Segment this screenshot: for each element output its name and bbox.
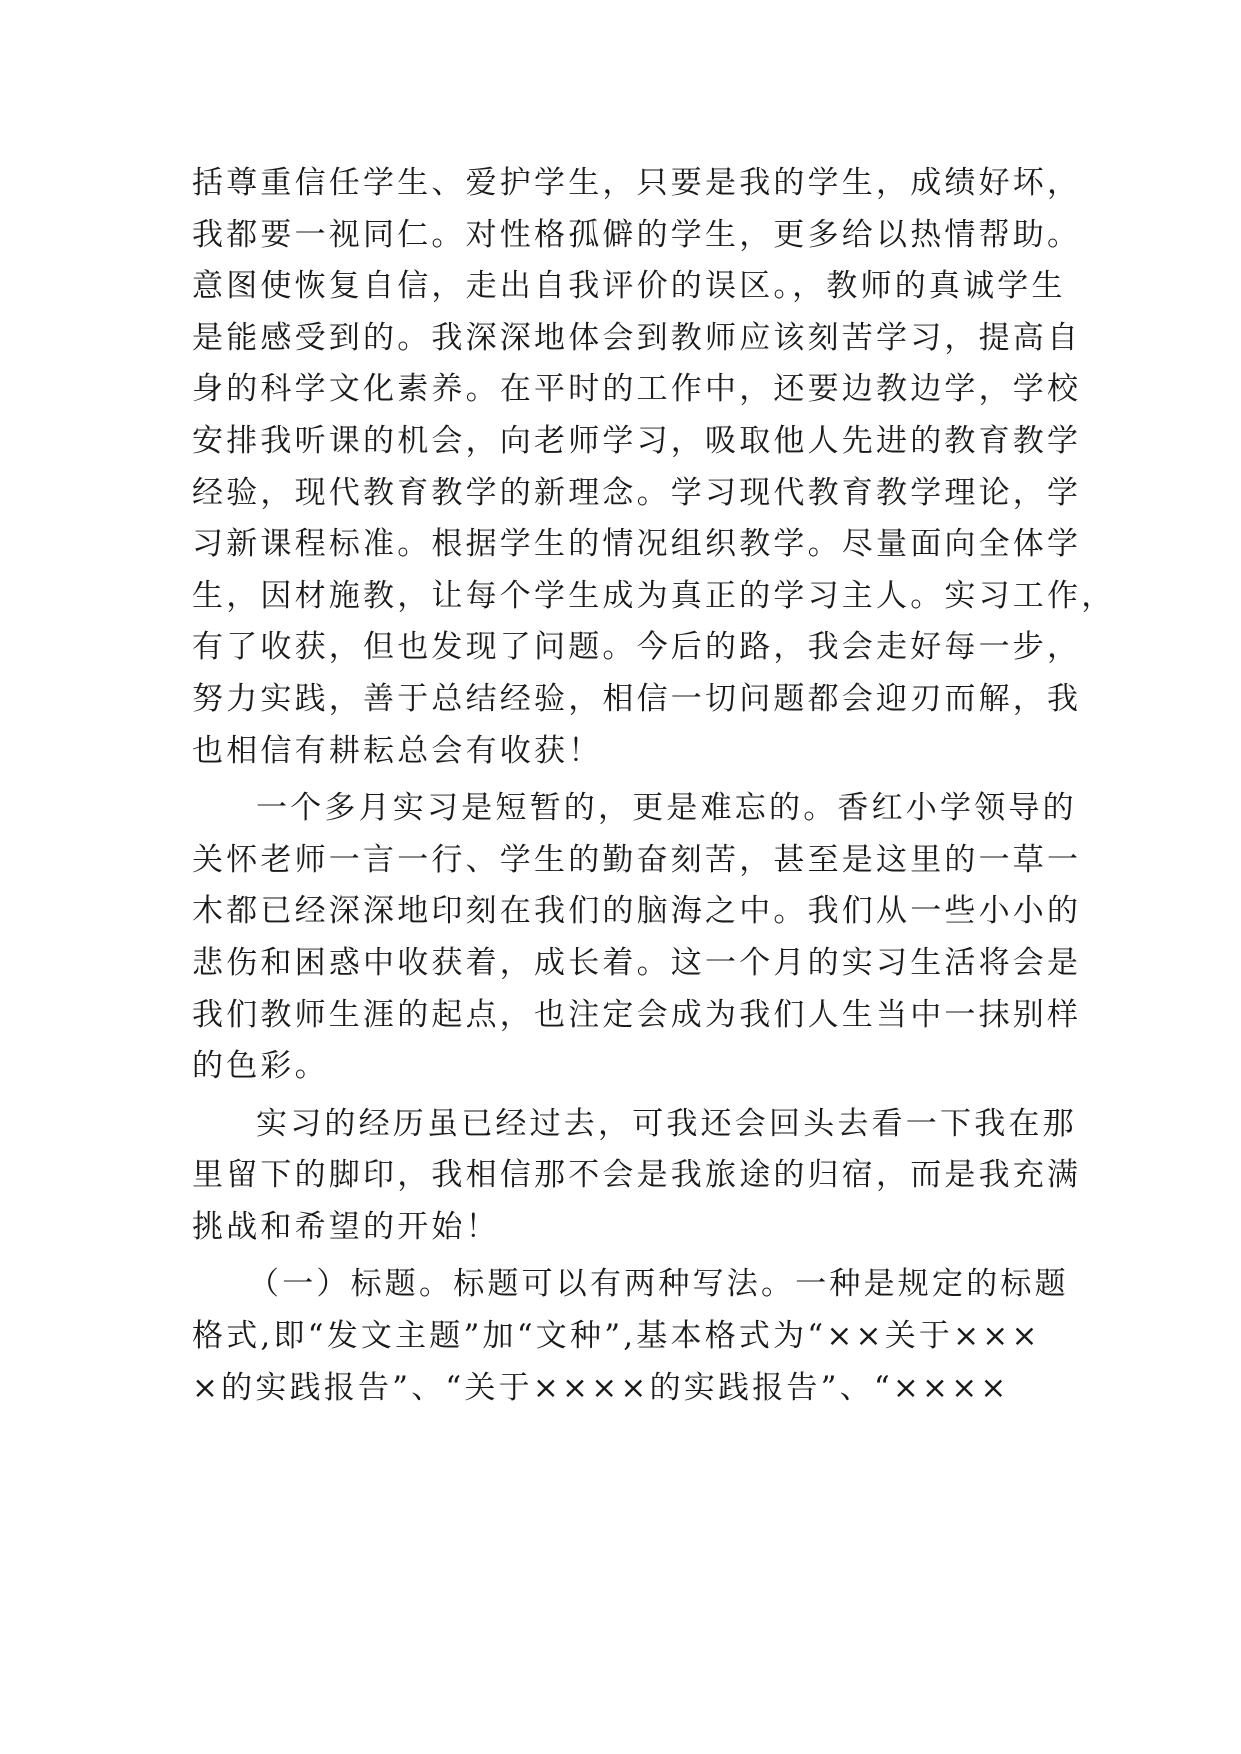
text-line: 格式,即“发文主题”加“文种”,基本格式为“××关于××× bbox=[192, 1318, 1041, 1355]
text-line: 我们教师生涯的起点，也注定会成为我们人生当中一抹别样 bbox=[192, 996, 1082, 1033]
text-line: 意图使恢复自信，走出自我评价的误区。，教师的真诚学生 bbox=[192, 268, 1066, 305]
text-line: 里留下的脚印，我相信那不会是我旅途的归宿，而是我充满 bbox=[192, 1157, 1082, 1194]
text-line: 实习的经历虽已经过去，可我还会回头去看一下我在那 bbox=[256, 1105, 1077, 1142]
text-line: 安排我听课的机会，向老师学习，吸取他人先进的教育教学 bbox=[192, 422, 1082, 459]
text-line: 悲伤和困惑中收获着，成长着。这一个月的实习生活将会是 bbox=[192, 944, 1082, 981]
paragraph-2 bbox=[192, 783, 1092, 1093]
document-body bbox=[192, 158, 1116, 1414]
text-line: 身的科学文化素养。在平时的工作中，还要边教边学，学校 bbox=[192, 371, 1082, 408]
paragraph-3 bbox=[192, 1099, 1092, 1254]
text-line: 经验，现代教育教学的新理念。学习现代教育教学理论，学 bbox=[192, 474, 1082, 511]
text-line: 有了收获，但也发现了问题。今后的路，我会走好每一步， bbox=[192, 629, 1082, 666]
text-line: 也相信有耕耘总会有收获！ bbox=[192, 732, 603, 769]
text-line: 挑战和希望的开始！ bbox=[192, 1208, 500, 1245]
text-line: 的色彩。 bbox=[192, 1048, 329, 1085]
text-line: ×的实践报告”、“关于××××的实践报告”、“×××× bbox=[192, 1369, 1010, 1406]
text-line: 关怀老师一言一行、学生的勤奋刻苦，甚至是这里的一草一 bbox=[192, 841, 1082, 878]
text-line: 习新课程标准。根据学生的情况组织教学。尽量面向全体学 bbox=[192, 526, 1082, 563]
text-line: 括尊重信任学生、爱护学生，只要是我的学生，成绩好坏， bbox=[192, 165, 1082, 201]
text-line: （一）标题。标题可以有两种写法。一种是规定的标题 bbox=[248, 1266, 1069, 1303]
text-line: 木都已经深深地印刻在我们的脑海之中。我们从一些小小的 bbox=[192, 893, 1082, 930]
text-line: 努力实践，善于总结经验，相信一切问题都会迎刃而解，我 bbox=[192, 680, 1082, 717]
text-line: 生，因材施教，让每个学生成为真正的学习主人。实习工作， bbox=[192, 577, 1116, 614]
text-line: 一个多月实习是短暂的，更是难忘的。香红小学领导的 bbox=[256, 790, 1077, 827]
text-line: 是能感受到的。我深深地体会到教师应该刻苦学习，提高自 bbox=[192, 319, 1082, 356]
text-line: 我都要一视同仁。对性格孤僻的学生，更多给以热情帮助。 bbox=[192, 216, 1082, 253]
paragraph-4 bbox=[192, 1259, 1092, 1414]
paragraph-1 bbox=[192, 158, 1116, 777]
